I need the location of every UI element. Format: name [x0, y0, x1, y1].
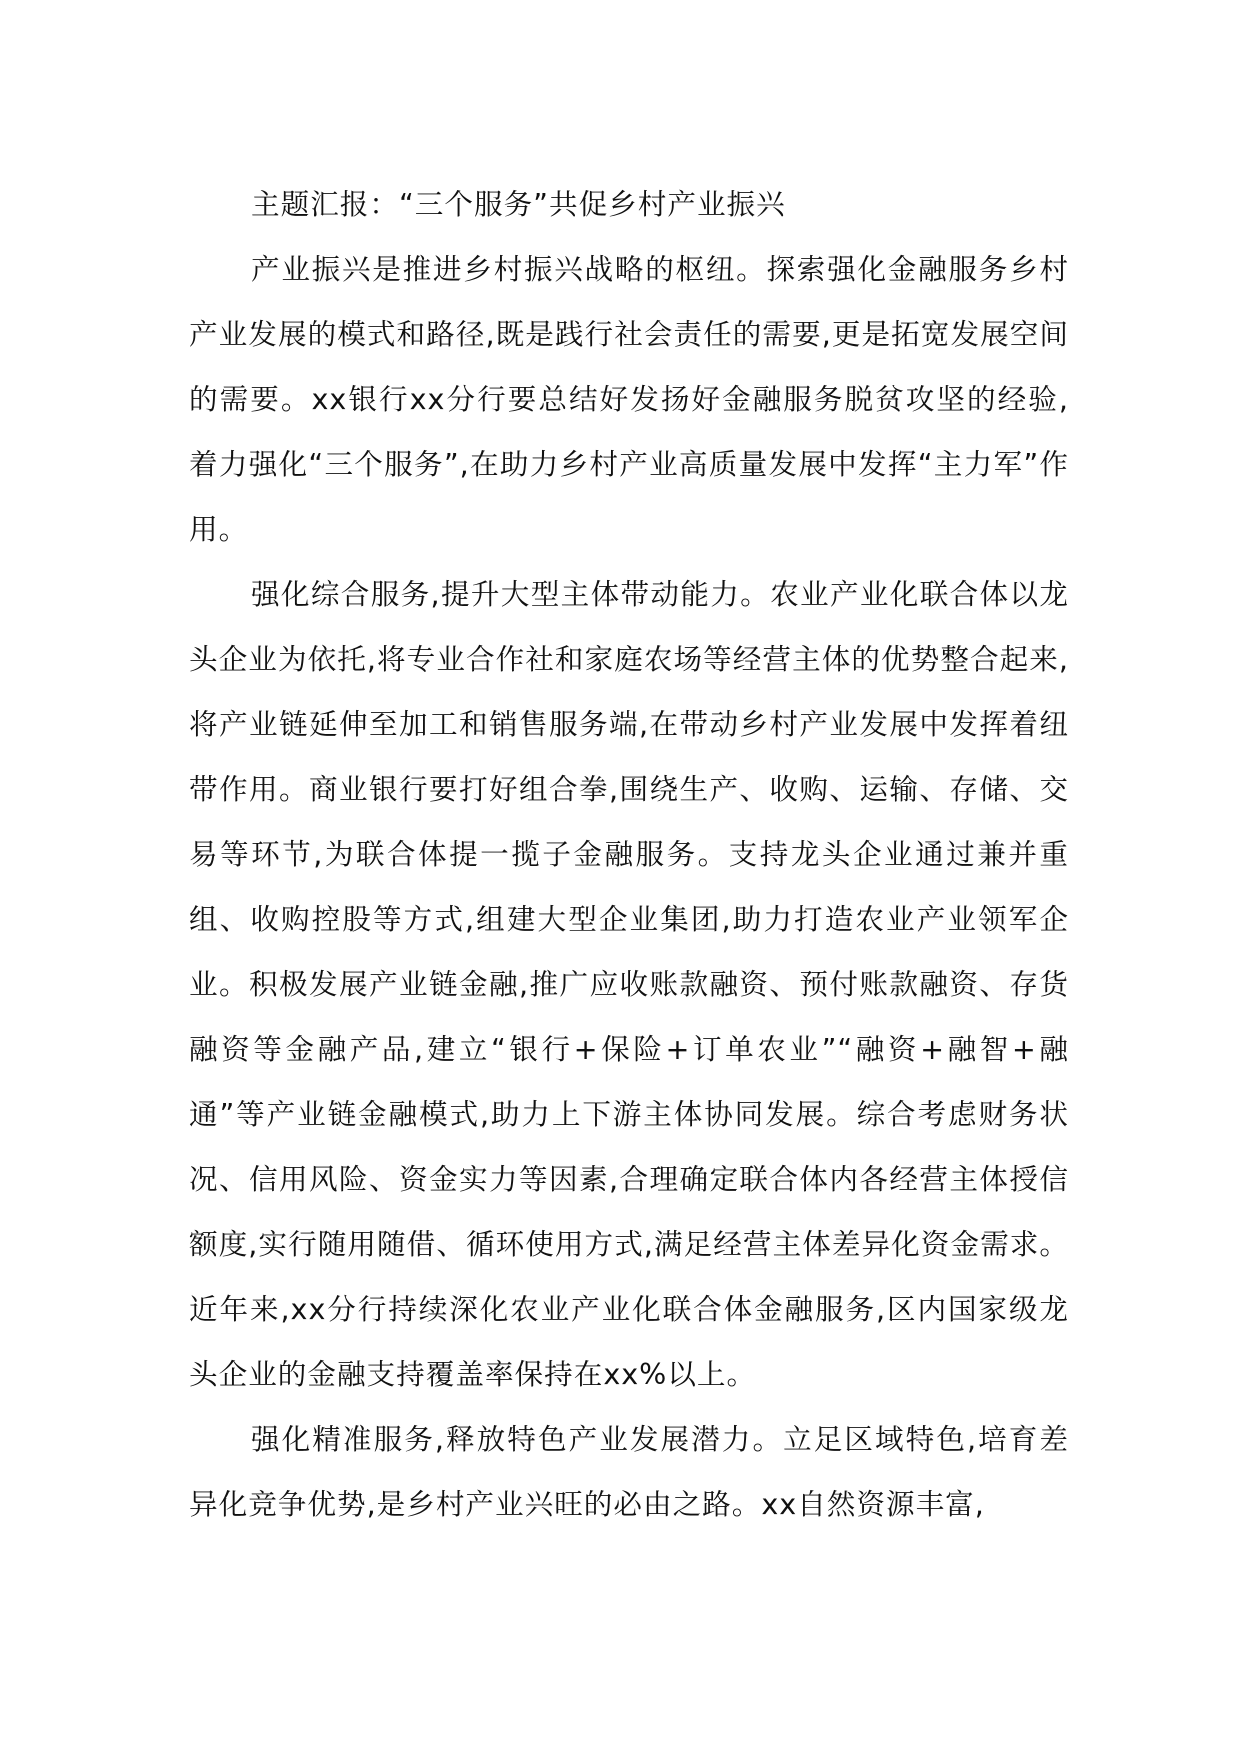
paragraph-comprehensive-service: 强化综合服务,提升大型主体带动能力。农业产业化联合体以龙头企业为依托,将专业合作社和家庭农场等经营主体的优势整合起来,将产业链延伸至加工和销售服务端,在带动乡村产业发展中发挥着纽带作用。商业银行要打好组合拳,围绕生产、收购、运输、存储、交易等环节,为联合体提一揽子金融服务。支持龙头企业通过兼并重组、收购控股等方式,组建大型企业集团,助力打造农业产业领军企业。积极发展产业链金融,推广应收账款融资、预付账款融资、存货融资等金融产品,建立“银行+保险+订单农业”“融资+融智+融通”等产业链金融模式,助力上下游主体协同发展。综合考虑财务状况、信用风险、资金实力等因素,合理确定联合体内各经营主体授信额度,实行随用随借、循环使用方式,满足经营主体差异化资金需求。近年来,xx分行持续深化农业产业化联合体金融服务,区内国家级龙头企业的金融支持覆盖率保持在xx%以上。: [189, 577, 1069, 1391]
document-title: 主题汇报：“三个服务”共促乡村产业振兴: [251, 187, 786, 221]
paragraph-intro: 产业振兴是推进乡村振兴战略的枢纽。探索强化金融服务乡村产业发展的模式和路径,既是践行社会责任的需要,更是拓宽发展空间的需要。xx银行xx分行要总结好发扬好金融服务脱贫攻坚的经验,着力强化“三个服务”,在助力乡村产业高质量发展中发挥“主力军”作用。: [189, 252, 1069, 546]
paragraph-precise-service: 强化精准服务,释放特色产业发展潜力。立足区域特色,培育差异化竞争优势,是乡村产业兴旺的必由之路。xx自然资源丰富,: [189, 1422, 1069, 1521]
document-body: [189, 172, 1069, 1537]
